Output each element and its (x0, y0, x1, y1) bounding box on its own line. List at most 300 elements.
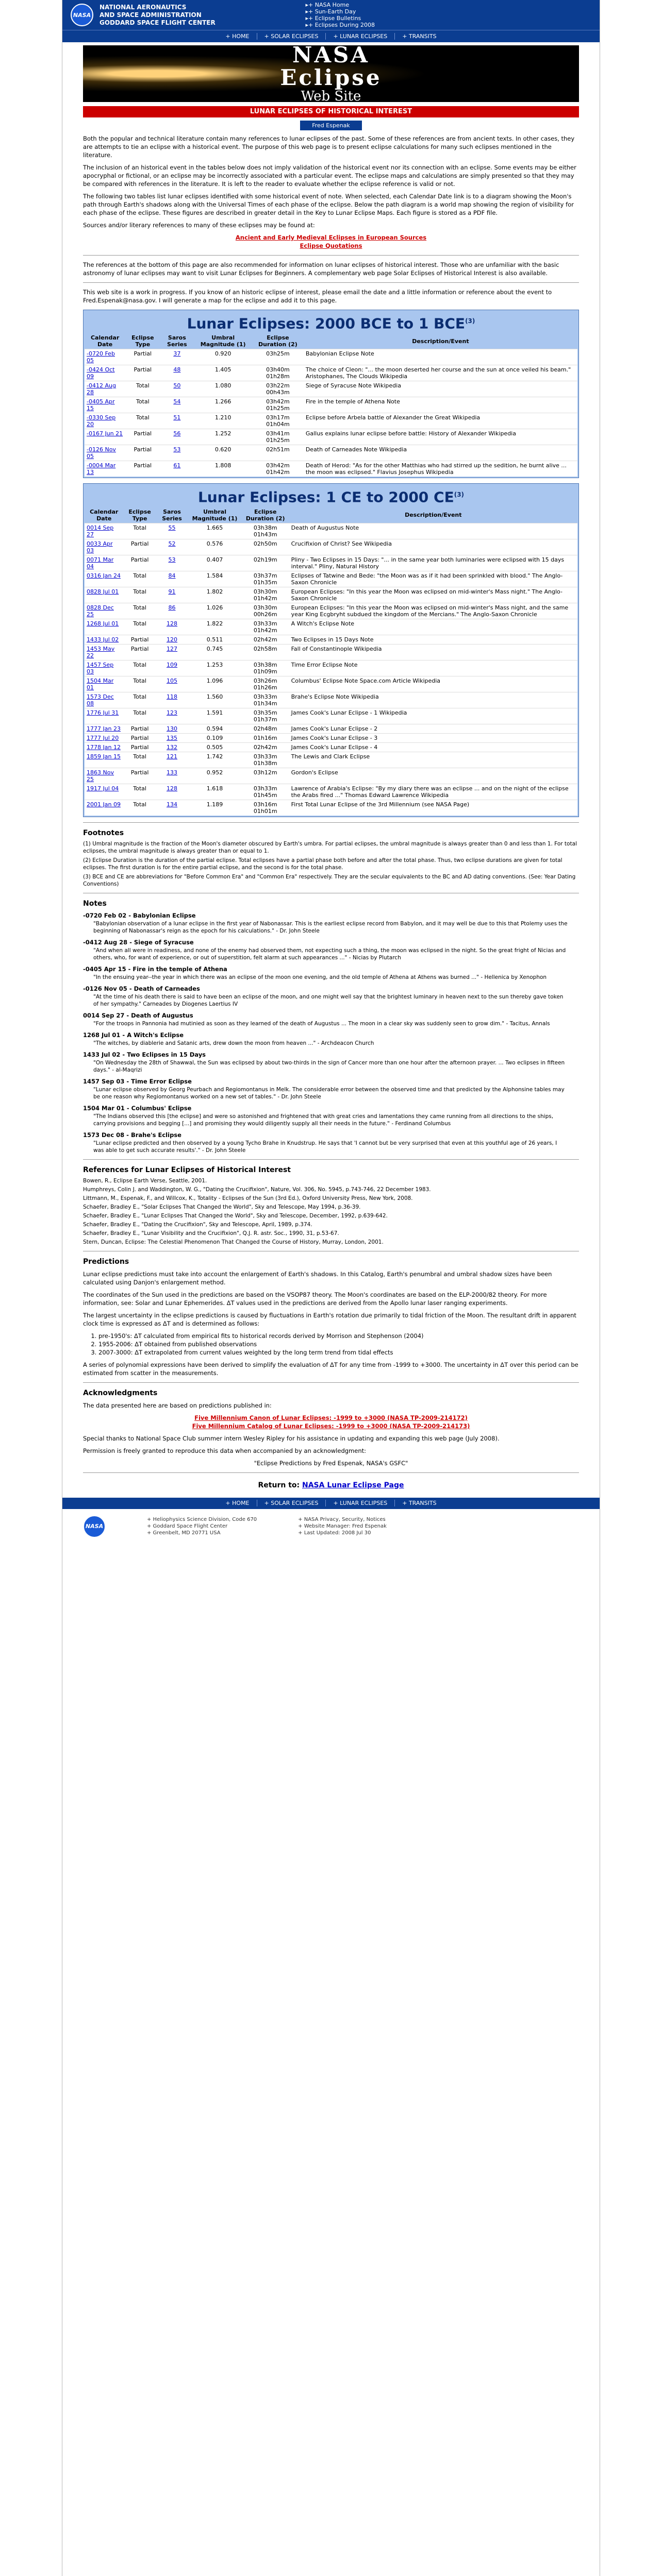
table-cell[interactable]: -0405 Apr 15 (85, 397, 125, 413)
note-quote: "At the time of his death there is said to have been an eclipse of the moon, and one might well say that the brightest luminary in heaven next to the sun thereby gave token of her sympathy." Carneades by Diogenes Laertius IV (93, 993, 564, 1007)
table-cell: 03h25m (252, 349, 304, 365)
reference-item: Bowen, R., Eclipse Earth Verse, Seattle, 2001. (83, 1177, 207, 1184)
table-cell[interactable]: 1863 Nov 25 (85, 768, 123, 784)
table-row (85, 349, 577, 365)
table-cell[interactable]: 123 (156, 708, 188, 724)
table-cell[interactable]: 55 (156, 523, 188, 539)
table-row (85, 800, 577, 816)
note-quote: "And when all were in readiness, and none of the enemy had observed them, not expecting such a thing, the moon was eclipsed in the night. So the great fright of Nicias and others, who, for want of experience, or out of superstition, felt alarm at such appearances ..." - Nicias by Plutarch (93, 947, 566, 961)
table-cell: Partial (123, 644, 156, 660)
table-cell: Gallus explains lunar eclipse before battle: History of Alexander Wikipedia (304, 429, 577, 445)
canon-link[interactable]: Five Millennium Canon of Lunar Eclipses: -1999 to +3000 (NASA TP-2009-214172) (194, 1414, 468, 1421)
intro-paragraph: The inclusion of an historical event in the tables below does not imply validation of the historical event nor its connection with an eclipse. Some events may be either apocryphal or fictional, or an eclipse may be incorrectly associated with a particular event. The eclipse maps and calculations are simply presented so that they may be compared with references in the literature. It is left to the reader to evaluate whether the eclipse reference is valid or not. (83, 164, 576, 188)
table-cell: Partial (123, 724, 156, 733)
table-cell: The Lewis and Clark Eclipse (289, 752, 577, 768)
table-cell: 1.080 (194, 381, 252, 397)
reference-item: Littmann, M., Espenak, F., and Willcox, K., Totality - Eclipses of the Sun (3rd Ed.), Oxford University Press, New York, 2008. (83, 1195, 413, 1201)
table-cell: 0.620 (194, 445, 252, 461)
table-cell: Gordon's Eclipse (289, 768, 577, 784)
note-quote: "Lunar eclipse observed by Georg Peurbach and Regiomontanus in Melk. The considerable error between the observed time and that predicted by the Alphonsine tables may be one reason why Regiomontanus worked on a new set of tables." - Dr. John Steele (93, 1086, 565, 1100)
table-row (85, 445, 577, 461)
reference-item: Humphreys, Colin J. and Waddington, W. G., "Dating the Crucifixion", Nature, Vol. 306, No. 5945, p.743-746, 22 December 1983. (83, 1186, 431, 1193)
table-row (85, 708, 577, 724)
table-cell[interactable]: 121 (156, 752, 188, 768)
table-cell: Total (123, 692, 156, 708)
note-heading: -0412 Aug 28 - Siege of Syracuse (83, 938, 194, 946)
table-cell: 03h38m 01h09m (242, 660, 289, 676)
table-cell: First Total Lunar Eclipse of the 3rd Millennium (see NASA Page) (289, 800, 577, 816)
column-header: Eclipse Type (125, 333, 160, 349)
column-header: Saros Series (160, 333, 194, 349)
table-cell: Partial (123, 635, 156, 644)
table-cell: Partial (125, 445, 160, 461)
nav-home[interactable]: + HOME (218, 33, 257, 40)
table-cell[interactable]: 37 (160, 349, 194, 365)
table-cell: Lawrence of Arabia's Eclipse: "By my diary there was an eclipse ... and on the night of the eclipse the Arabs fired ..." Thomas Edward Lawrence Wikipedia (289, 784, 577, 800)
table-cell[interactable]: -0424 Oct 09 (85, 365, 125, 381)
table-cell: 03h38m 01h43m (242, 523, 289, 539)
notes-list (62, 912, 600, 1154)
table-cell[interactable]: 1776 Jul 31 (85, 708, 123, 724)
table-cell[interactable]: -0720 Feb 05 (85, 349, 125, 365)
page-title: LUNAR ECLIPSES OF HISTORICAL INTEREST (83, 106, 579, 117)
table-cell[interactable]: 53 (156, 555, 188, 571)
table-cell: Partial (123, 742, 156, 752)
list-item: 3. 2007-3000: ΔT extrapolated from current values weighted by the long term trend from tidal effects (98, 1348, 579, 1357)
table-cell[interactable]: 54 (160, 397, 194, 413)
table-cell: Total (123, 571, 156, 587)
table-cell: Crucifixion of Christ? See Wikipedia (289, 539, 577, 555)
note-heading: -0720 Feb 02 - Babylonian Eclipse (83, 911, 196, 919)
table-cell[interactable]: 134 (156, 800, 188, 816)
table-cell: James Cook's Lunar Eclipse - 2 (289, 724, 577, 733)
table-cell[interactable]: 109 (156, 660, 188, 676)
table-cell[interactable]: 1859 Jan 15 (85, 752, 123, 768)
table-row (85, 742, 577, 752)
column-header: Eclipse Duration (2) (252, 333, 304, 349)
wip-note: This web site is a work in progress. If you know of an historic eclipse of interest, please email the date and a little information or reference about the event to Fred.Espenak@nasa.gov. I will generate a map for the eclipse and add it to this page. (83, 289, 552, 304)
table-cell: 02h58m (242, 644, 289, 660)
table-cell: 1.026 (188, 603, 242, 619)
table-cell: James Cook's Lunar Eclipse - 3 (289, 733, 577, 742)
header-link[interactable]: ▸ + Sun-Earth Day (305, 8, 375, 15)
table-cell: 02h42m (242, 635, 289, 644)
note-heading: 1457 Sep 03 - Time Error Eclipse (83, 1077, 192, 1085)
list-item: 1. pre-1950's: ΔT calculated from empirical fits to historical records derived by Morrison and Stephenson (2004) (98, 1332, 579, 1340)
note-quote: "The witches, by diablerie and Satanic arts, drew down the moon from heaven ..." - Archdeacon Church (93, 1040, 374, 1046)
table-cell[interactable]: 1453 May 22 (85, 644, 123, 660)
footnotes-heading: Footnotes (83, 828, 124, 837)
table-cell: Pliny - Two Eclipses in 15 Days: "... in the same year both luminaries were eclipsed with 15 days interval." Pliny, Natural History (289, 555, 577, 571)
table-row (85, 429, 577, 445)
note-heading: -0126 Nov 05 - Death of Carneades (83, 985, 200, 992)
table-row (85, 768, 577, 784)
table-row (85, 733, 577, 742)
references-list (62, 1177, 600, 1246)
table-cell[interactable]: 120 (156, 635, 188, 644)
note-heading: -0405 Apr 15 - Fire in the temple of Athena (83, 965, 227, 973)
table-cell: 0.920 (194, 349, 252, 365)
table-cell: 1.742 (188, 752, 242, 768)
table-cell: European Eclipses: "In this year the Moon was eclipsed on mid-winter's Mass night." The Anglo-Saxon Chronicle (289, 587, 577, 603)
table-cell[interactable]: 133 (156, 768, 188, 784)
org-name: NATIONAL AERONAUTICS AND SPACE ADMINISTRATION GODDARD SPACE FLIGHT CENTER (100, 3, 216, 26)
table-cell: 0.952 (188, 768, 242, 784)
reference-item: Schaefer, Bradley E., "Solar Eclipses That Changed the World", Sky and Telescope, May 1994, p.36-39. (83, 1204, 361, 1210)
table-cell[interactable]: -0412 Aug 28 (85, 381, 125, 397)
ack-heading: Acknowledgments (83, 1388, 158, 1397)
header-link[interactable]: ▸ + Eclipse Bulletins (305, 15, 375, 22)
table-row (85, 571, 577, 587)
table-cell: 0.745 (188, 644, 242, 660)
table-cell: Total (125, 381, 160, 397)
footer (62, 1509, 600, 1544)
prediction-paragraph: A series of polynomial expressions have been derived to simplify the evaluation of ΔT for any time from -1999 to +3000. The uncertainty in ΔT over this period can be estimated from scatter in the measurements. (83, 1361, 578, 1377)
table-cell: Total (123, 676, 156, 692)
table-cell: 03h33m 01h42m (242, 619, 289, 635)
table-cell: Death of Augustus Note (289, 523, 577, 539)
table-cell: 03h33m 01h34m (242, 692, 289, 708)
note-quote: "In the ensuing year--the year in which there was an eclipse of the moon one evening, and the old temple of Athena at Athens was burned ..." - Hellenica by Xenophon (93, 974, 547, 980)
table-row (85, 644, 577, 660)
table-cell: 1.266 (194, 397, 252, 413)
table-cell: Total (123, 752, 156, 768)
footer-col: + Heliophysics Science Division, Code 670 + Goddard Space Flight Center + Greenbelt, MD 20771 USA (147, 1517, 257, 1536)
ack-paragraph: The data presented here are based on predictions published in: (83, 1401, 272, 1409)
intro-paragraph: Both the popular and technical literature contain many references to lunar eclipses of the past. Some of these references are from ancient texts. In other cases, they are attempts to tie an eclipse with a historical event. The purpose of this web page is to present eclipse calculations for many such eclipses mentioned in the literature. (83, 135, 575, 159)
footnote: (1) Umbral magnitude is the fraction of the Moon's diameter obscured by Earth's umbra. For partial eclipses, the umbral magnitude is always greater than 0 and less than 1. For total eclipses, the umbral magnitude is always greater than or equal to 1. (83, 840, 577, 854)
main-nav (62, 30, 600, 42)
footnote: (3) BCE and CE are abbreviations for "Before Common Era" and "Common Era" respectively. They are the secular equivalents to the BC and AD dating conventions. (See: Year Dating Conventions) (83, 873, 576, 887)
footer-link[interactable]: + NASA Privacy, Security, Notices (298, 1517, 386, 1523)
table-cell[interactable]: 127 (156, 644, 188, 660)
table-cell: Total (125, 397, 160, 413)
header-link[interactable]: ▸ + Eclipses During 2008 (305, 22, 375, 28)
table-row (85, 660, 577, 676)
prediction-paragraph: The coordinates of the Sun used in the predictions are based on the VSOP87 theory. The Moon's coordinates are based on the ELP-2000/82 theory. For more information, see: Solar and Lunar Ephemerides. ΔT values used in the predictions are derived from the Apollo lunar laser ranging experiments. (83, 1291, 547, 1307)
note-quote: "Babylonian observation of a lunar eclipse in the first year of Nabonassar. This is the earliest eclipse record from Babylon, and it may well be due to this that Ptolemy uses the beginning of Nabonassar's reign as the epoch for his calculations." - Dr. John Steele (93, 920, 568, 934)
table-row (85, 752, 577, 768)
table-cell: Fall of Constantinople Wikipedia (289, 644, 577, 660)
reference-item: Schaefer, Bradley E., "Lunar Eclipses That Changed the World", Sky and Telescope, December, 1992, p.639-642. (83, 1212, 388, 1219)
table-header (85, 333, 577, 349)
table-cell: Eclipse before Arbela battle of Alexander the Great Wikipedia (304, 413, 577, 429)
footer-col: + NASA Privacy, Security, Notices + Website Manager: Fred Espenak + Last Updated: 2008 Jul 30 (298, 1517, 387, 1536)
table-cell: 1.560 (188, 692, 242, 708)
column-header: Description/Event (289, 507, 577, 523)
table-cell: Total (123, 603, 156, 619)
table-cell: 1.189 (188, 800, 242, 816)
table-cell: Columbus' Eclipse Note Space.com Article Wikipedia (289, 676, 577, 692)
table-cell[interactable]: 1917 Jul 04 (85, 784, 123, 800)
table-cell: Time Error Eclipse Note (289, 660, 577, 676)
table-cell[interactable]: 52 (156, 539, 188, 555)
table-cell: 02h42m (242, 742, 289, 752)
table-cell: 1.253 (188, 660, 242, 676)
table-cell[interactable]: 56 (160, 429, 194, 445)
nav-solar[interactable]: + SOLAR ECLIPSES (257, 33, 326, 40)
table-cell[interactable]: 84 (156, 571, 188, 587)
dt-list (98, 1332, 579, 1357)
nasa-logo-icon[interactable]: NASA (71, 4, 93, 26)
table-cell[interactable]: -0167 Jun 21 (85, 429, 125, 445)
table-cell: 03h35m 01h37m (242, 708, 289, 724)
intro-paragraph: The following two tables list lunar eclipses identified with some historical event of note. When selected, each Calendar Date link is to a diagram showing the Moon's path through Earth's shadows along with the Universal Times of each phase of the eclipse. Below the path diagram is a world map showing the region of visibility for each phase of the eclipse. These figures are described in greater detail in the Key to Lunar Eclipse Maps. Each figure is stored as a PDF file. (83, 193, 574, 216)
table-cell: 03h12m (242, 768, 289, 784)
table-cell[interactable]: 1457 Sep 03 (85, 660, 123, 676)
table-cell: Total (123, 800, 156, 816)
table-cell: 1.210 (194, 413, 252, 429)
table-cell: 03h41m 01h25m (252, 429, 304, 445)
table-cell[interactable]: 91 (156, 587, 188, 603)
sources-links (83, 233, 579, 250)
table-cell: Siege of Syracuse Note Wikipedia (304, 381, 577, 397)
table-cell[interactable]: 128 (156, 784, 188, 800)
nav-lunar[interactable]: + LUNAR ECLIPSES (326, 33, 395, 40)
table-cell[interactable]: -0004 Mar 13 (85, 461, 125, 477)
table-cell: 0.109 (188, 733, 242, 742)
table-cell: 03h42m 01h25m (252, 397, 304, 413)
ack-quote: "Eclipse Predictions by Fred Espenak, NASA's GSFC" (254, 1459, 408, 1467)
references-note: The references at the bottom of this page are also recommended for information on lunar eclipses of historical interest. Those who are unfamiliar with the basic astronomy of lunar eclipses may want to visit Lunar Eclipses for Beginners. A complementary web page Solar Eclipses of Historical Interest is also available. (83, 261, 559, 277)
table-cell[interactable]: 130 (156, 724, 188, 733)
table-cell: 1.618 (188, 784, 242, 800)
note-heading: 1268 Jul 01 - A Witch's Eclipse (83, 1031, 184, 1039)
table-cell: Partial (125, 349, 160, 365)
table-cell: Death of Herod: "As for the other Matthias who had stirred up the sedition, he burnt alive ... the moon was eclipsed." Flavius Josephus Wikipedia (304, 461, 577, 477)
table-cell: 1.822 (188, 619, 242, 635)
table-cell: 03h33m 01h38m (242, 752, 289, 768)
table-cell: 03h30m 00h26m (242, 603, 289, 619)
table-cell: Total (123, 587, 156, 603)
table-cell: 1.252 (194, 429, 252, 445)
table-cell: European Eclipses: "In this year the Moon was eclipsed on mid-winter's Mass night, and the same year King Ecgbryht subdued the kingdom of the Mercians." The Anglo-Saxon Chronicle (289, 603, 577, 619)
predictions-heading: Predictions (83, 1257, 129, 1266)
nav-lunar[interactable]: + LUNAR ECLIPSES (326, 1500, 395, 1506)
header-links (305, 2, 375, 28)
table-cell[interactable]: 0316 Jan 24 (85, 571, 123, 587)
table-cell: 03h17m 01h04m (252, 413, 304, 429)
column-header: Saros Series (156, 507, 188, 523)
table-row (85, 635, 577, 644)
table-cell[interactable]: 1504 Mar 01 (85, 676, 123, 692)
table-cell: 03h40m 01h28m (252, 365, 304, 381)
table-cell: 03h30m 01h42m (242, 587, 289, 603)
table-row (85, 413, 577, 429)
intro-paragraph: Sources and/or literary references to many of these eclipses may be found at: (83, 222, 315, 229)
table-row (85, 523, 577, 539)
nasa-logo-icon: NASA (83, 1515, 106, 1538)
table-cell[interactable]: 135 (156, 733, 188, 742)
table-cell: 03h33m 01h45m (242, 784, 289, 800)
table-row (85, 724, 577, 733)
table-cell: 02h51m (252, 445, 304, 461)
table-cell: Total (123, 619, 156, 635)
table-cell: 1.802 (188, 587, 242, 603)
table-cell: Eclipses of Tatwine and Bede: "the Moon was as if it had been sprinkled with blood." The Anglo-Saxon Chronicle (289, 571, 577, 587)
note-heading: 1573 Dec 08 - Brahe's Eclipse (83, 1131, 181, 1139)
table-cell: Death of Carneades Note Wikipedia (304, 445, 577, 461)
table-cell[interactable]: 0071 Mar 04 (85, 555, 123, 571)
column-header: Eclipse Duration (2) (242, 507, 289, 523)
table-cell[interactable]: 1433 Jul 02 (85, 635, 123, 644)
note-heading: 1433 Jul 02 - Two Eclipses in 15 Days (83, 1050, 206, 1058)
column-header: Calendar Date (85, 507, 123, 523)
table-cell: Partial (125, 461, 160, 477)
table-cell[interactable]: 132 (156, 742, 188, 752)
list-item: 2. 1955-2006: ΔT obtained from published observations (98, 1340, 579, 1348)
table-cell[interactable]: 50 (160, 381, 194, 397)
table-row (85, 619, 577, 635)
table-cell: Total (125, 413, 160, 429)
prediction-paragraph: Lunar eclipse predictions must take into account the enlargement of Earth's shadows. In this Catalog, Earth's penumbral and umbral shadow sizes have been calculated using Danjon's enlargement method. (83, 1270, 552, 1286)
table-cell[interactable]: 53 (160, 445, 194, 461)
table-cell[interactable]: -0330 Sep 20 (85, 413, 125, 429)
table-cell[interactable]: 0014 Sep 27 (85, 523, 123, 539)
table-cell[interactable]: 86 (156, 603, 188, 619)
column-header: Description/Event (304, 333, 577, 349)
table-cell: 0.594 (188, 724, 242, 733)
reference-item: Schaefer, Bradley E., "Dating the Crucifixion", Sky and Telescope, April, 1989, p.374. (83, 1221, 312, 1228)
table-cell: 1.808 (194, 461, 252, 477)
table-cell: 1.096 (188, 676, 242, 692)
ack-paragraph: Permission is freely granted to reproduce this data when accompanied by an acknowledgment: (83, 1447, 366, 1454)
table-cell: Brahe's Eclipse Note Wikipedia (289, 692, 577, 708)
table-row (85, 365, 577, 381)
table-cell[interactable]: 1268 Jul 01 (85, 619, 123, 635)
prediction-paragraph: The largest uncertainty in the eclipse predictions is caused by fluctuations in Earth's rotation due primarily to tidal friction of the Moon. The resultant drift in apparent clock time is expressed as ΔT and is determined as follows: (83, 1311, 576, 1327)
table-row (85, 603, 577, 619)
table-row (85, 461, 577, 477)
note-heading: 0014 Sep 27 - Death of Augustus (83, 1011, 193, 1019)
table-cell: 02h50m (242, 539, 289, 555)
note-heading: 1504 Mar 01 - Columbus' Eclipse (83, 1104, 192, 1112)
catalog-link[interactable]: Five Millennium Catalog of Lunar Eclipses: -1999 to +3000 (NASA TP-2009-214173) (192, 1422, 470, 1430)
footnote: (2) Eclipse Duration is the duration of the partial eclipse. Total eclipses have a partial phase both before and after the total phase. Thus, two eclipse durations are given for total eclipses. The first duration is for the entire partial eclipse, and the second is for the total phase. (83, 857, 562, 871)
table-cell[interactable]: 0828 Dec 25 (85, 603, 123, 619)
table-cell: 0.407 (188, 555, 242, 571)
table-cell: Total (123, 523, 156, 539)
table-title: Lunar Eclipses: 1 CE to 2000 CE$^{(3)}$ (197, 488, 465, 506)
table-cell: 03h16m 01h01m (242, 800, 289, 816)
table-cell[interactable]: 61 (160, 461, 194, 477)
table-cell[interactable]: 1778 Jan 12 (85, 742, 123, 752)
table-cell: 02h48m (242, 724, 289, 733)
column-header: Calendar Date (85, 333, 125, 349)
source-link[interactable]: Eclipse Quotations (300, 242, 362, 249)
table-cell[interactable]: 128 (156, 619, 188, 635)
note-quote: "Lunar eclipse predicted and then observed by a young Tycho Brahe in Knudstrup. He says that 'I cannot but be very surprised that even at this youthful age of 26 years, I was able to get such accurate results'." - Dr. John Steele (93, 1140, 557, 1154)
column-header: Umbral Magnitude (1) (188, 507, 242, 523)
nav-home[interactable]: + HOME (218, 1500, 257, 1506)
footer-nav (62, 1498, 600, 1509)
table-cell[interactable]: 1777 Jan 23 (85, 724, 123, 733)
table-cell: Total (123, 784, 156, 800)
nav-solar[interactable]: + SOLAR ECLIPSES (257, 1500, 326, 1506)
note-quote: "The Indians observed this [the eclipse] and were so astonished and frightened that with great cries and lamentations they came running from all directions to the ships, carrying provisions and begging [...] and promising they would diligently supply all their needs in the future." - Ferdinand Columbus (93, 1113, 554, 1127)
table-cell: 01h16m (242, 733, 289, 742)
table-cell: 0.576 (188, 539, 242, 555)
table-row (85, 397, 577, 413)
table-cell[interactable]: -0126 Nov 05 (85, 445, 125, 461)
table-cell: 1.591 (188, 708, 242, 724)
nav-transits[interactable]: + TRANSITS (402, 1500, 437, 1507)
table-row (85, 555, 577, 571)
notes-heading: Notes (83, 899, 107, 908)
table-cell: James Cook's Lunar Eclipse - 4 (289, 742, 577, 752)
table-cell: James Cook's Lunar Eclipse - 1 Wikipedia (289, 708, 577, 724)
eclipse-banner: NASA Eclipse Web Site (83, 45, 579, 102)
table-cell: Total (123, 660, 156, 676)
table-cell: Two Eclipses in 15 Days Note (289, 635, 577, 644)
table-title: Lunar Eclipses: 2000 BCE to 1 BCE$^{(3)}$ (187, 315, 475, 332)
reference-item: Schaefer, Bradley E., "Lunar Visibility and the Crucifixion", Q.J. R. astr. Soc., 1990, 31, p.53-67. (83, 1230, 339, 1236)
table-row (85, 587, 577, 603)
table-cell: Fire in the temple of Athena Note (304, 397, 577, 413)
column-header: Eclipse Type (123, 507, 156, 523)
author-badge: Fred Espenak (300, 121, 362, 130)
table-row (85, 381, 577, 397)
site-header (62, 0, 600, 30)
table-header (85, 507, 577, 523)
table-cell: Partial (123, 539, 156, 555)
table-cell: 03h42m 01h42m (252, 461, 304, 477)
nav-transits[interactable]: + TRANSITS (402, 33, 437, 40)
table-cell: 1.665 (188, 523, 242, 539)
column-header: Umbral Magnitude (1) (194, 333, 252, 349)
source-link[interactable]: Ancient and Early Medieval Eclipses in European Sources (235, 234, 427, 241)
table-cell: 0.505 (188, 742, 242, 752)
table-cell[interactable]: 1573 Dec 08 (85, 692, 123, 708)
table-cell: Partial (125, 365, 160, 381)
table-cell[interactable]: 48 (160, 365, 194, 381)
table-bce (83, 310, 579, 478)
note-quote: "For the troops in Pannonia had mutinied as soon as they learned of the death of Augustus ... The moon in a clear sky was suddenly seen to grow dim." - Tacitus, Annals (93, 1020, 550, 1027)
table-cell[interactable]: 1777 Jul 20 (85, 733, 123, 742)
table-cell[interactable]: 0828 Jul 01 (85, 587, 123, 603)
table-cell: 03h26m 01h26m (242, 676, 289, 692)
references-heading: References for Lunar Eclipses of Historical Interest (83, 1165, 291, 1174)
table-cell: 0.511 (188, 635, 242, 644)
table-ce (83, 483, 579, 817)
return-line: Return to: NASA Lunar Eclipse Page (258, 1481, 404, 1489)
header-link[interactable]: ▸ + NASA Home (305, 2, 375, 8)
table-cell: Babylonian Eclipse Note (304, 349, 577, 365)
table-row (85, 539, 577, 555)
table-cell[interactable]: 0033 Apr 03 (85, 539, 123, 555)
table-row (85, 676, 577, 692)
return-link[interactable]: NASA Lunar Eclipse Page (302, 1481, 404, 1489)
ack-refs (83, 1414, 579, 1430)
table-cell: Partial (123, 768, 156, 784)
table-cell[interactable]: 51 (160, 413, 194, 429)
table-cell: 1.584 (188, 571, 242, 587)
table-cell[interactable]: 118 (156, 692, 188, 708)
table-cell: Partial (125, 429, 160, 445)
table-cell: A Witch's Eclipse Note (289, 619, 577, 635)
table-cell: 03h37m 01h35m (242, 571, 289, 587)
ack-paragraph: Special thanks to National Space Club summer intern Wesley Ripley for his assistance in updating and expanding this web page (July 2008). (83, 1434, 500, 1442)
table-cell: The choice of Cleon: "... the moon deserted her course and the sun at once veiled his beam." Aristophanes, The Clouds Wikipedia (304, 365, 577, 381)
table-cell[interactable]: 2001 Jan 09 (85, 800, 123, 816)
table-cell[interactable]: 105 (156, 676, 188, 692)
table-cell: 1.405 (194, 365, 252, 381)
table-row (85, 784, 577, 800)
table-cell: 02h19m (242, 555, 289, 571)
table-cell: 03h22m 00h43m (252, 381, 304, 397)
table-cell: Partial (123, 733, 156, 742)
reference-item: Stern, Duncan, Eclipse: The Celestial Phenomenon That Changed the Course of History, Murray, London, 2001. (83, 1239, 384, 1245)
